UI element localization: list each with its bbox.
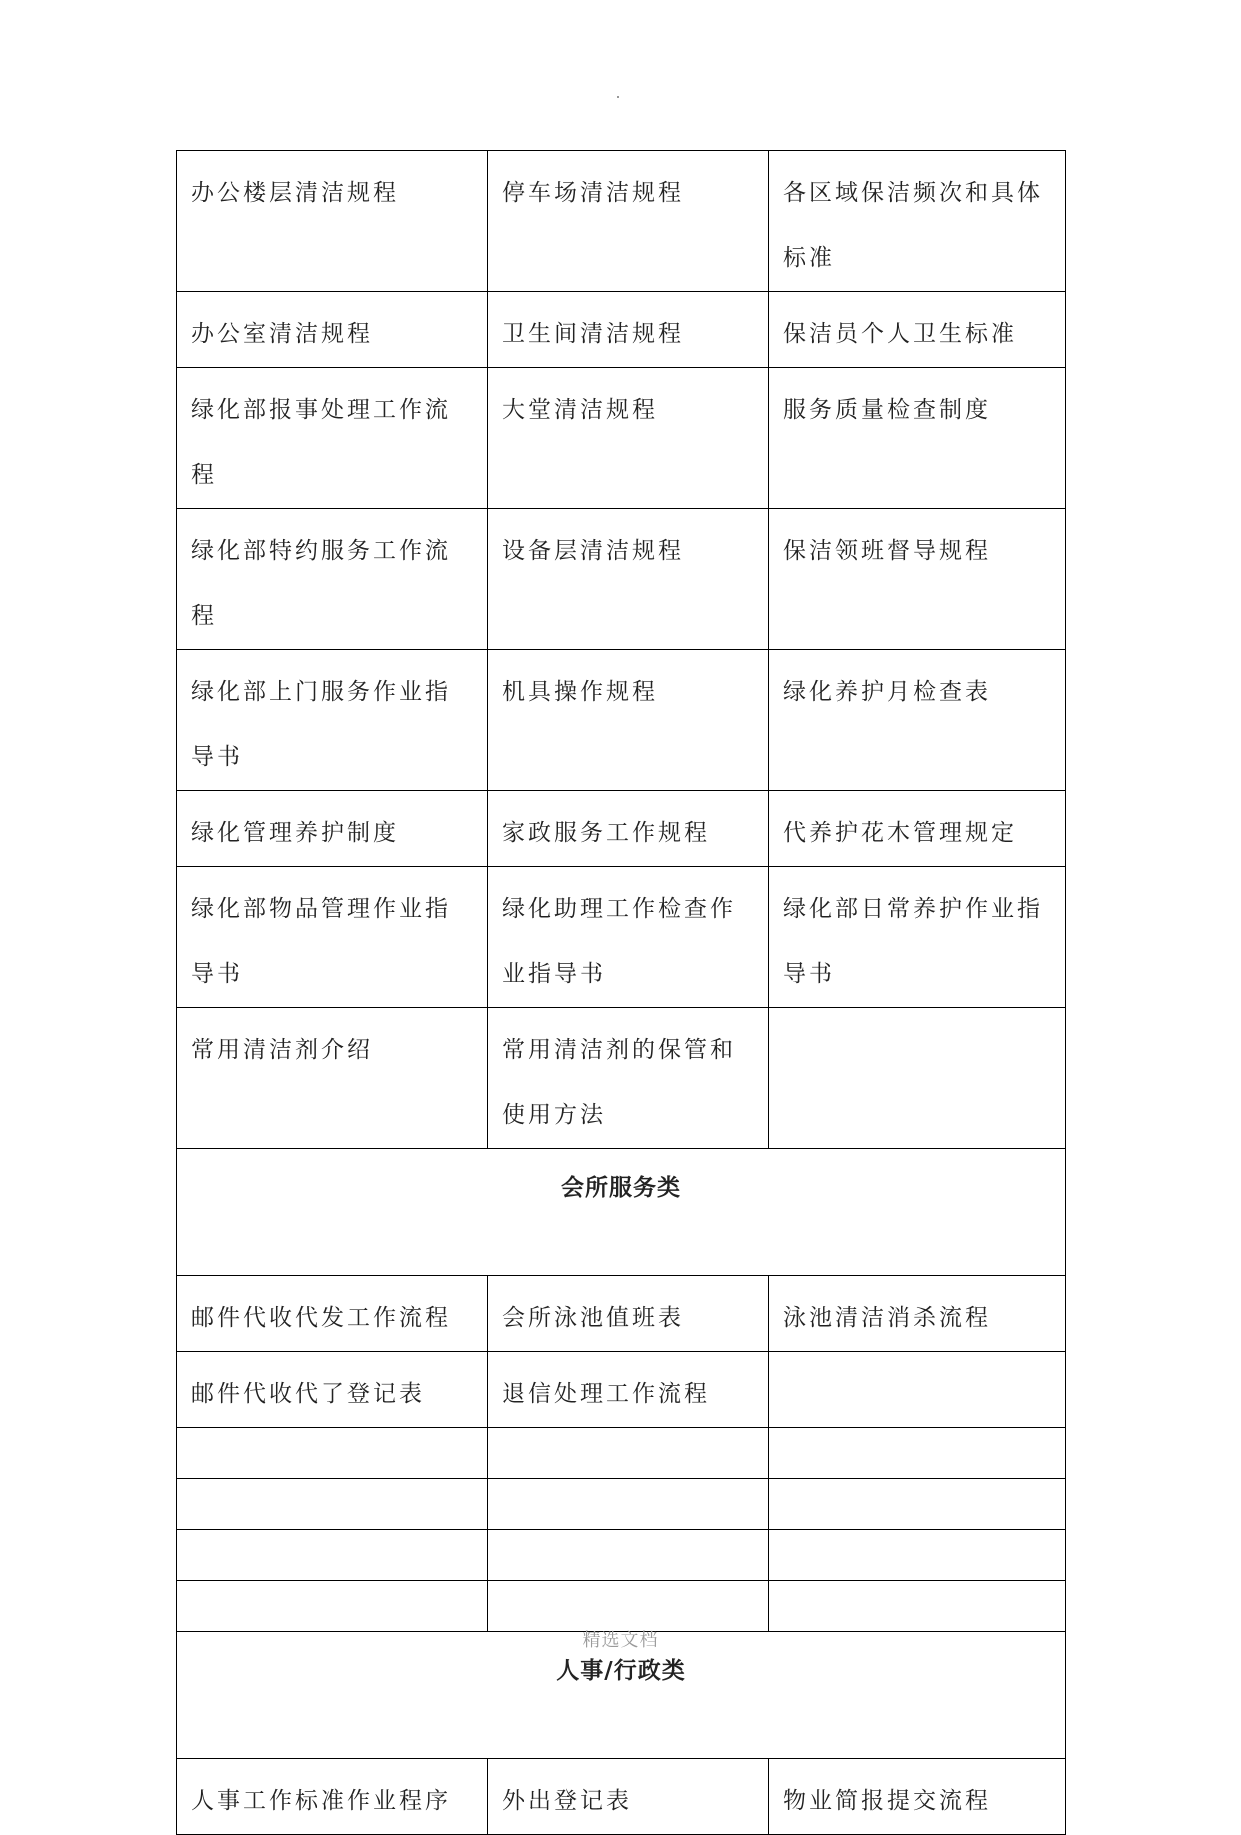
table-cell: 代养护花木管理规定 [769, 791, 1066, 867]
empty-cell [769, 1581, 1066, 1632]
empty-cell [769, 1428, 1066, 1479]
table-cell: 外出登记表 [488, 1759, 769, 1835]
table-cell: 绿化助理工作检查作业指导书 [488, 867, 769, 1008]
table-row [177, 292, 1066, 368]
empty-cell [488, 1479, 769, 1530]
table-cell: 设备层清洁规程 [488, 509, 769, 650]
table-cell: 绿化部日常养护作业指导书 [769, 867, 1066, 1008]
empty-row [177, 1428, 1066, 1479]
empty-cell [488, 1530, 769, 1581]
empty-row [177, 1479, 1066, 1530]
section-header-row [177, 1149, 1066, 1276]
table-row [177, 1276, 1066, 1352]
table-cell: 邮件代收代了登记表 [177, 1352, 488, 1428]
section-title: 人事/行政类 [177, 1632, 1066, 1759]
table-row [177, 650, 1066, 791]
table-cell: 常用清洁剂介绍 [177, 1008, 488, 1149]
empty-cell [488, 1581, 769, 1632]
empty-cell [177, 1530, 488, 1581]
table-cell: 家政服务工作规程 [488, 791, 769, 867]
table-cell: 人事工作标准作业程序 [177, 1759, 488, 1835]
table-cell: 绿化部物品管理作业指导书 [177, 867, 488, 1008]
table-cell: 卫生间清洁规程 [488, 292, 769, 368]
table-cell: 服务质量检查制度 [769, 368, 1066, 509]
empty-cell [488, 1428, 769, 1479]
table-cell: 物业简报提交流程 [769, 1759, 1066, 1835]
table-row [177, 1759, 1066, 1835]
table-cell: 各区域保洁频次和具体标准 [769, 151, 1066, 292]
table-cell: 大堂清洁规程 [488, 368, 769, 509]
document-table [176, 150, 1066, 1835]
section-title: 会所服务类 [177, 1149, 1066, 1276]
table-cell: 保洁员个人卫生标准 [769, 292, 1066, 368]
table-cell: 泳池清洁消杀流程 [769, 1276, 1066, 1352]
empty-cell [177, 1428, 488, 1479]
table-cell: 机具操作规程 [488, 650, 769, 791]
header-dot [617, 96, 619, 98]
table-cell [769, 1352, 1066, 1428]
table-cell: 办公室清洁规程 [177, 292, 488, 368]
empty-row [177, 1530, 1066, 1581]
table-cell: 邮件代收代发工作流程 [177, 1276, 488, 1352]
table-cell: 常用清洁剂的保管和使用方法 [488, 1008, 769, 1149]
table-cell: 退信处理工作流程 [488, 1352, 769, 1428]
table-row [177, 1352, 1066, 1428]
footer-text: 精选文档 [582, 1630, 659, 1651]
table-row [177, 867, 1066, 1008]
empty-cell [177, 1479, 488, 1530]
table-cell: 会所泳池值班表 [488, 1276, 769, 1352]
table-row [177, 368, 1066, 509]
table-row [177, 1008, 1066, 1149]
table-cell: 绿化养护月检查表 [769, 650, 1066, 791]
empty-cell [177, 1581, 488, 1632]
table-row [177, 509, 1066, 650]
table-cell: 保洁领班督导规程 [769, 509, 1066, 650]
table-cell: 绿化部报事处理工作流程 [177, 368, 488, 509]
table-row [177, 151, 1066, 292]
table-cell: 绿化部上门服务作业指导书 [177, 650, 488, 791]
table-cell: 绿化部特约服务工作流程 [177, 509, 488, 650]
empty-cell [769, 1479, 1066, 1530]
table-cell: 办公楼层清洁规程 [177, 151, 488, 292]
table-cell [769, 1008, 1066, 1149]
empty-row [177, 1581, 1066, 1632]
empty-cell [769, 1530, 1066, 1581]
table-cell: 绿化管理养护制度 [177, 791, 488, 867]
table-row [177, 791, 1066, 867]
table-cell: 停车场清洁规程 [488, 151, 769, 292]
